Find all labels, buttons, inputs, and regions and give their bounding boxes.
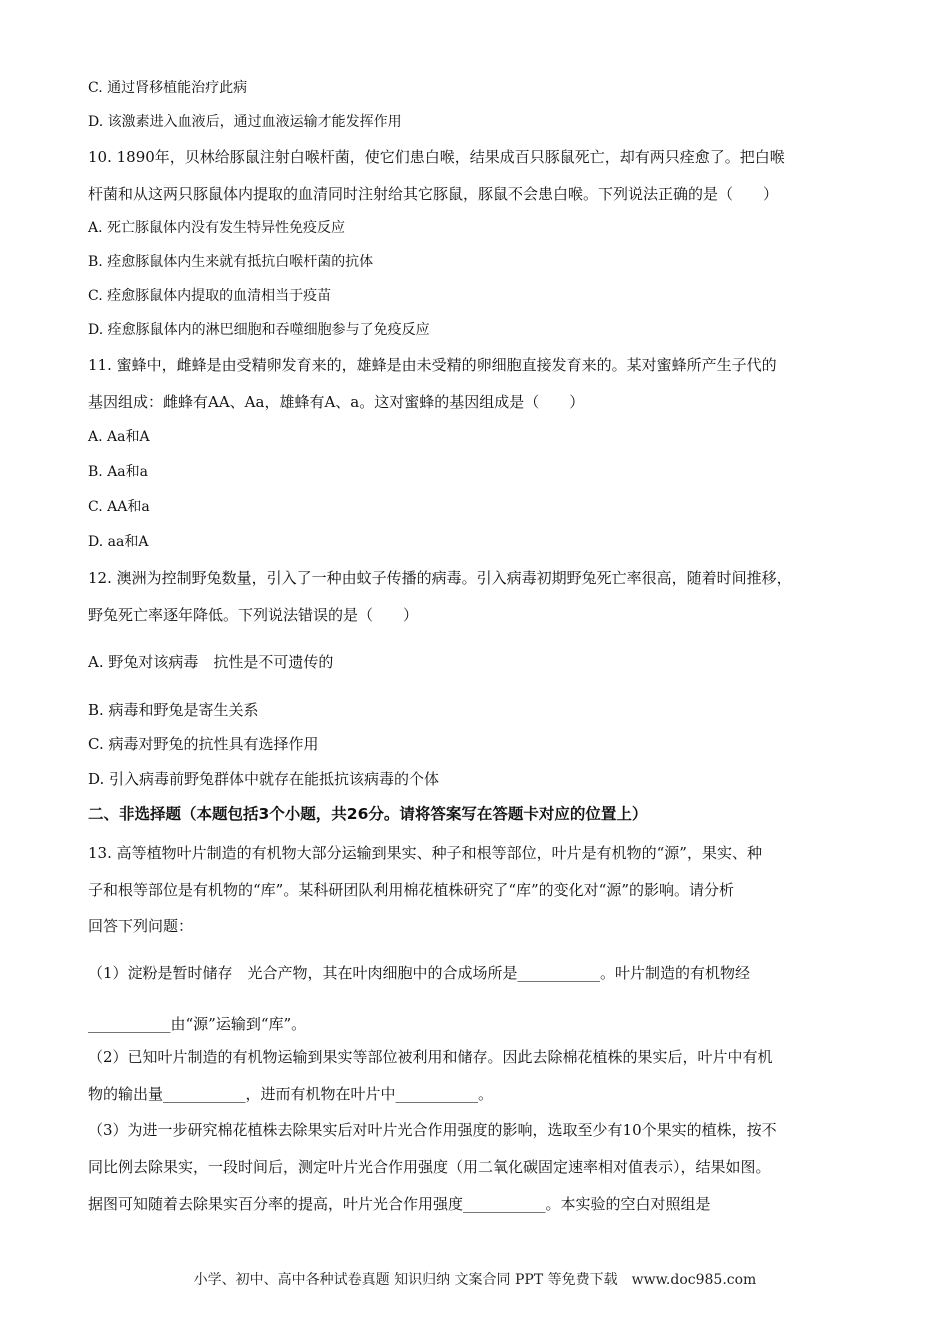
option-d-q11: D. aa和A [88, 534, 149, 550]
option-c-q10: C. 痊愈豚鼠体内提取的血清相当于疫苗 [88, 288, 332, 304]
question-11-line-1: 11. 蜜蜂中，雌蜂是由受精卵发育来的，雄蜂是由未受精的卵细胞直接发育来的。某对蜜蜂所产生子代的 [88, 356, 777, 374]
option-b-q11: B. Aa和a [88, 464, 148, 480]
section-heading: 二、非选择题（本题包括3个小题，共26分。请将答案写在答题卡对应的位置上） [88, 805, 648, 823]
subquestion-3-line-1: （3）为进一步研究棉花植株去除果实后对叶片光合作用强度的影响，选取至少有10个果实的植株，按不 [88, 1121, 777, 1139]
subquestion-3-line-2: 同比例去除果实，一段时间后，测定叶片光合作用强度（用二氧化碳固定速率相对值表示），结果如图。 [88, 1158, 771, 1176]
option-d-q9: D. 该激素进入血液后，通过血液运输才能发挥作用 [88, 114, 402, 130]
question-13-line-3: 回答下列问题： [88, 917, 194, 935]
subquestion-1-line-2: ___________由“源”运输到“库”。 [88, 1015, 307, 1033]
subquestion-3-line-3: 据图可知随着去除果实百分率的提高，叶片光合作用强度___________。本实验的空白对照组是 [88, 1195, 711, 1213]
option-a-q12: A. 野兔对该病毒 抗性是不可遗传的 [88, 653, 334, 671]
option-c-q12: C. 病毒对野兔的抗性具有选择作用 [88, 735, 319, 753]
subquestion-2-line-2: 物的输出量___________，进而有机物在叶片中___________。 [88, 1085, 494, 1103]
subquestion-2-line-1: （2）已知叶片制造的有机物运输到果实等部位被利用和储存。因此去除棉花植株的果实后，叶片中有机 [88, 1048, 773, 1066]
option-b-q10: B. 痊愈豚鼠体内生来就有抵抗白喉杆菌的抗体 [88, 254, 374, 270]
question-11-line-2: 基因组成：雌蜂有AA、Aa，雄蜂有A、a。这对蜜蜂的基因组成是（ ） [88, 393, 585, 411]
page-footer: 小学、初中、高中各种试卷真题 知识归纳 文案合同 PPT 等免费下载 www.doc985.com [193, 1272, 757, 1288]
question-12-line-1: 12. 澳洲为控制野兔数量，引入了一种由蚊子传播的病毒。引入病毒初期野兔死亡率很高，随着时间推移， [88, 569, 792, 587]
subquestion-1-line-1: （1）淀粉是暂时储存 光合产物，其在叶肉细胞中的合成场所是___________。叶片制造的有机物经 [88, 964, 751, 982]
question-13-line-2: 子和根等部位是有机物的“库”。某科研团队利用棉花植株研究了“库”的变化对“源”的影响。请分析 [88, 881, 735, 899]
option-c-q11: C. AA和a [88, 499, 150, 515]
option-c-q9: C. 通过肾移植能治疗此病 [88, 80, 248, 96]
question-10-line-1: 10. 1890年，贝林给豚鼠注射白喉杆菌，使它们患白喉，结果成百只豚鼠死亡，却有两只痊愈了。把白喉 [88, 148, 785, 166]
option-a-q11: A. Aa和A [88, 429, 150, 445]
option-a-q10: A. 死亡豚鼠体内没有发生特异性免疫反应 [88, 220, 346, 236]
option-d-q10: D. 痊愈豚鼠体内的淋巴细胞和吞噬细胞参与了免疫反应 [88, 322, 430, 338]
option-d-q12: D. 引入病毒前野兔群体中就存在能抵抗该病毒的个体 [88, 770, 440, 788]
question-12-line-2: 野兔死亡率逐年降低。下列说法错误的是（ ） [88, 606, 419, 624]
question-13-line-1: 13. 高等植物叶片制造的有机物大部分运输到果实、种子和根等部位，叶片是有机物的“源”，果实、种 [88, 844, 762, 862]
question-10-line-2: 杆菌和从这两只豚鼠体内提取的血清同时注射给其它豚鼠，豚鼠不会患白喉。下列说法正确的是（ ） [88, 185, 779, 203]
option-b-q12: B. 病毒和野兔是寄生关系 [88, 701, 259, 719]
